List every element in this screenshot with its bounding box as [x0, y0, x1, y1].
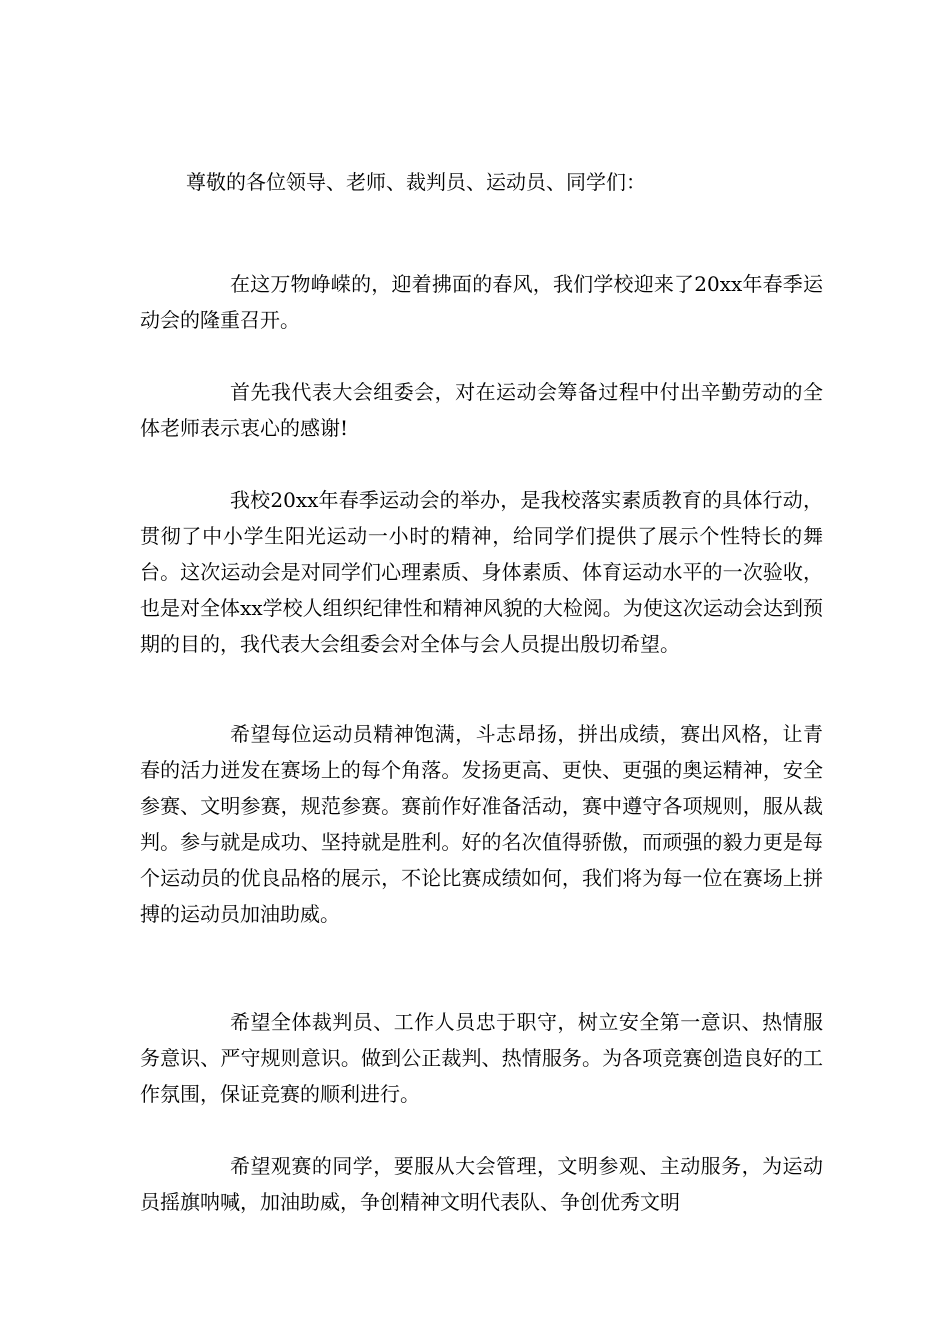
- salutation: 尊敬的各位领导、老师、裁判员、运动员、同学们：: [186, 170, 646, 194]
- paragraph-referees: 希望全体裁判员、工作人员忠于职守，树立安全第一意识、热情服务意识、严守规则意识。做到公正裁判、热情服务。为各项竞赛创造良好的工作氛围，保证竞赛的顺利进行。: [140, 1010, 823, 1106]
- paragraph-athletes: 希望每位运动员精神饱满，斗志昂扬，拼出成绩，赛出风格，让青春的活力迸发在赛场上的每个角落。发扬更高、更快、更强的奥运精神，安全参赛、文明参赛，规范参赛。赛前作好准备活动，赛中遵守各项规则，服从裁判。参与就是成功、坚持就是胜利。好的名次值得骄傲，而顽强的毅力更是每个运动员的优良品格的展示，不论比赛成绩如何，我们将为每一位在赛场上拼搏的运动员加油助威。: [140, 722, 823, 926]
- paragraph-purpose: 我校20xx年春季运动会的举办，是我校落实素质教育的具体行动，贯彻了中小学生阳光运动一小时的精神，给同学们提供了展示个性特长的舞台。这次运动会是对同学们心理素质、身体素质、体育运动水平的一次验收，也是对全体xx学校人组织纪律性和精神风貌的大检阅。为使这次运动会达到预期的目的，我代表大会组委会对全体与会人员提出殷切希望。: [140, 488, 823, 656]
- paragraph-thanks: 首先我代表大会组委会，对在运动会筹备过程中付出辛勤劳动的全体老师表示衷心的感谢!: [140, 380, 823, 440]
- paragraph-spectators: 希望观赛的同学，要服从大会管理，文明参观、主动服务，为运动员摇旗呐喊，加油助威，争创精神文明代表队、争创优秀文明: [140, 1154, 823, 1214]
- paragraph-opening: 在这万物峥嵘的，迎着拂面的春风，我们学校迎来了20xx年春季运动会的隆重召开。: [140, 272, 823, 332]
